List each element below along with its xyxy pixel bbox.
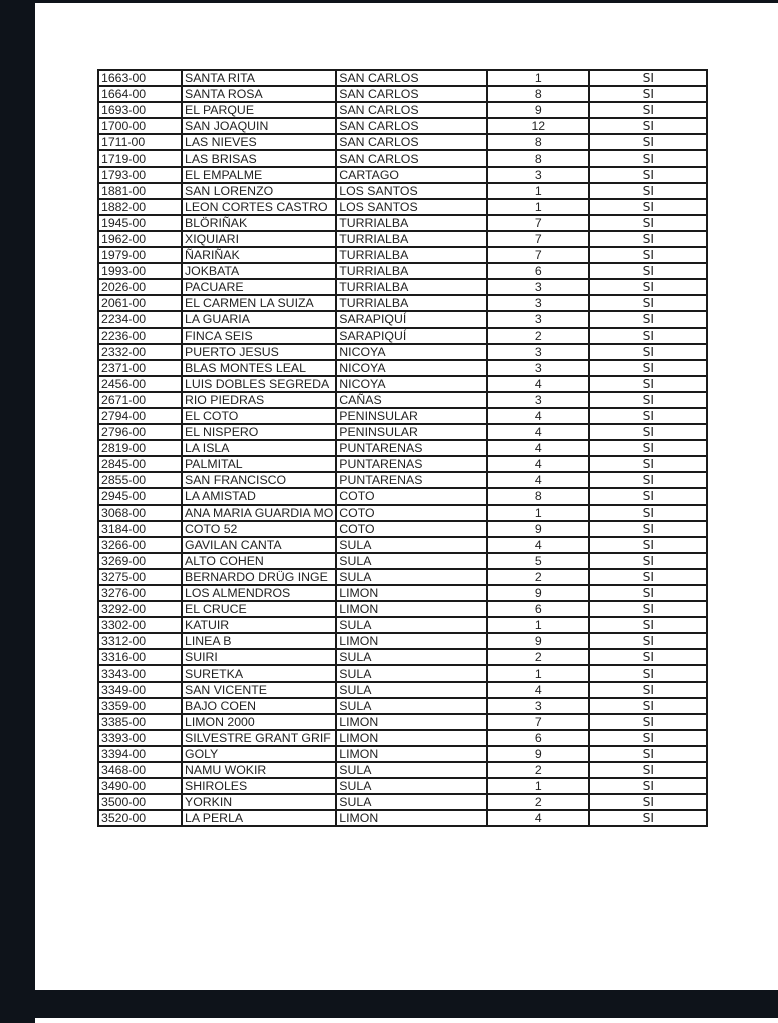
cell-count: 7 (487, 247, 589, 263)
cell-flag: SI (589, 472, 707, 488)
cell-flag: SI (589, 649, 707, 665)
cell-name: ÑARIÑAK (182, 247, 336, 263)
cell-name: LUIS DOBLES SEGREDA (182, 376, 336, 392)
cell-count: 9 (487, 746, 589, 762)
cell-flag: SI (589, 360, 707, 376)
cell-code: 2236-00 (98, 328, 182, 344)
cell-flag: SI (589, 601, 707, 617)
cell-name: LAS NIEVES (182, 134, 336, 150)
table-row (98, 730, 707, 746)
cell-flag: SI (589, 215, 707, 231)
cell-count: 4 (487, 376, 589, 392)
cell-flag: SI (589, 456, 707, 472)
cell-name: PALMITAL (182, 456, 336, 472)
cell-code: 3316-00 (98, 649, 182, 665)
table-row (98, 247, 707, 263)
cell-flag: SI (589, 762, 707, 778)
cell-count: 7 (487, 714, 589, 730)
cell-count: 4 (487, 682, 589, 698)
cell-region: SULA (336, 778, 487, 794)
cell-flag: SI (589, 263, 707, 279)
cell-region: PUNTARENAS (336, 472, 487, 488)
cell-region: LIMON (336, 810, 487, 826)
table-body (98, 70, 707, 826)
cell-flag: SI (589, 183, 707, 199)
cell-region: SARAPIQUÍ (336, 328, 487, 344)
table-row (98, 360, 707, 376)
cell-count: 4 (487, 472, 589, 488)
cell-flag: SI (589, 585, 707, 601)
cell-region: SAN CARLOS (336, 86, 487, 102)
cell-count: 9 (487, 102, 589, 118)
cell-region: PUNTARENAS (336, 440, 487, 456)
cell-region: TURRIALBA (336, 247, 487, 263)
cell-name: COTO 52 (182, 521, 336, 537)
cell-code: 2945-00 (98, 488, 182, 504)
cell-name: LA PERLA (182, 810, 336, 826)
cell-region: TURRIALBA (336, 231, 487, 247)
cell-code: 1793-00 (98, 167, 182, 183)
table-row (98, 408, 707, 424)
cell-flag: SI (589, 730, 707, 746)
cell-name: LA AMISTAD (182, 488, 336, 504)
cell-count: 1 (487, 505, 589, 521)
cell-name: SURETKA (182, 665, 336, 681)
cell-name: SILVESTRE GRANT GRIF (182, 730, 336, 746)
cell-count: 1 (487, 778, 589, 794)
cell-flag: SI (589, 746, 707, 762)
cell-code: 3302-00 (98, 617, 182, 633)
cell-count: 3 (487, 279, 589, 295)
cell-code: 3292-00 (98, 601, 182, 617)
cell-flag: SI (589, 537, 707, 553)
cell-count: 6 (487, 263, 589, 279)
cell-code: 2845-00 (98, 456, 182, 472)
cell-region: LIMON (336, 601, 487, 617)
table-row (98, 167, 707, 183)
table-row (98, 794, 707, 810)
cell-region: LIMON (336, 585, 487, 601)
cell-code: 1962-00 (98, 231, 182, 247)
cell-region: SULA (336, 682, 487, 698)
cell-flag: SI (589, 279, 707, 295)
table-row (98, 392, 707, 408)
cell-count: 9 (487, 633, 589, 649)
cell-count: 6 (487, 601, 589, 617)
cell-name: LA GUARIA (182, 311, 336, 327)
table-row (98, 778, 707, 794)
cell-name: LAS BRISAS (182, 150, 336, 166)
cell-region: COTO (336, 488, 487, 504)
cell-code: 3068-00 (98, 505, 182, 521)
cell-count: 2 (487, 569, 589, 585)
cell-flag: SI (589, 102, 707, 118)
cell-name: SUIRI (182, 649, 336, 665)
cell-flag: SI (589, 199, 707, 215)
cell-code: 2794-00 (98, 408, 182, 424)
cell-code: 3490-00 (98, 778, 182, 794)
table-row (98, 86, 707, 102)
cell-flag: SI (589, 810, 707, 826)
cell-flag: SI (589, 521, 707, 537)
table-row (98, 665, 707, 681)
cell-region: TURRIALBA (336, 215, 487, 231)
cell-code: 1700-00 (98, 118, 182, 134)
cell-region: SULA (336, 762, 487, 778)
cell-name: LEON CORTES CASTRO (182, 199, 336, 215)
table-row (98, 553, 707, 569)
cell-region: PUNTARENAS (336, 456, 487, 472)
cell-region: SULA (336, 569, 487, 585)
cell-code: 3520-00 (98, 810, 182, 826)
cell-count: 4 (487, 537, 589, 553)
cell-name: YORKIN (182, 794, 336, 810)
table-row (98, 472, 707, 488)
cell-count: 9 (487, 521, 589, 537)
cell-name: PACUARE (182, 279, 336, 295)
cell-name: BLAS MONTES LEAL (182, 360, 336, 376)
cell-code: 1882-00 (98, 199, 182, 215)
table-row (98, 424, 707, 440)
cell-region: SAN CARLOS (336, 118, 487, 134)
cell-name: LOS ALMENDROS (182, 585, 336, 601)
cell-region: SULA (336, 698, 487, 714)
cell-code: 3276-00 (98, 585, 182, 601)
cell-flag: SI (589, 376, 707, 392)
cell-region: SARAPIQUÍ (336, 311, 487, 327)
cell-code: 1664-00 (98, 86, 182, 102)
cell-region: SAN CARLOS (336, 134, 487, 150)
cell-code: 3269-00 (98, 553, 182, 569)
cell-name: SAN JOAQUIN (182, 118, 336, 134)
cell-count: 7 (487, 215, 589, 231)
cell-count: 3 (487, 311, 589, 327)
cell-flag: SI (589, 553, 707, 569)
cell-region: SULA (336, 553, 487, 569)
table-row (98, 682, 707, 698)
cell-flag: SI (589, 698, 707, 714)
cell-name: XIQUIARI (182, 231, 336, 247)
cell-name: ALTO COHEN (182, 553, 336, 569)
table-row (98, 505, 707, 521)
cell-region: LOS SANTOS (336, 183, 487, 199)
table-row (98, 698, 707, 714)
table-row (98, 633, 707, 649)
cell-region: SULA (336, 649, 487, 665)
cell-code: 1719-00 (98, 150, 182, 166)
table-row (98, 585, 707, 601)
table-row (98, 118, 707, 134)
cell-region: TURRIALBA (336, 263, 487, 279)
cell-name: NAMU WOKIR (182, 762, 336, 778)
cell-code: 2234-00 (98, 311, 182, 327)
cell-count: 3 (487, 360, 589, 376)
cell-region: COTO (336, 505, 487, 521)
cell-name: BERNARDO DRÜG INGE (182, 569, 336, 585)
cell-region: NICOYA (336, 376, 487, 392)
cell-code: 2855-00 (98, 472, 182, 488)
cell-name: LIMON 2000 (182, 714, 336, 730)
cell-count: 8 (487, 134, 589, 150)
table-row (98, 488, 707, 504)
cell-count: 4 (487, 810, 589, 826)
cell-flag: SI (589, 778, 707, 794)
cell-code: 1979-00 (98, 247, 182, 263)
cell-flag: SI (589, 617, 707, 633)
cell-count: 5 (487, 553, 589, 569)
table-row (98, 746, 707, 762)
cell-name: SANTA RITA (182, 70, 336, 86)
cell-region: SULA (336, 794, 487, 810)
cell-name: SANTA ROSA (182, 86, 336, 102)
cell-count: 4 (487, 408, 589, 424)
cell-code: 3349-00 (98, 682, 182, 698)
cell-code: 2819-00 (98, 440, 182, 456)
table-row (98, 134, 707, 150)
cell-count: 7 (487, 231, 589, 247)
cell-name: EL PARQUE (182, 102, 336, 118)
data-table (97, 69, 708, 827)
document-page (35, 3, 778, 990)
cell-code: 3343-00 (98, 665, 182, 681)
cell-name: BLÖRIÑAK (182, 215, 336, 231)
cell-code: 3468-00 (98, 762, 182, 778)
table-row (98, 279, 707, 295)
cell-flag: SI (589, 311, 707, 327)
cell-region: PENINSULAR (336, 408, 487, 424)
cell-code: 2371-00 (98, 360, 182, 376)
cell-count: 4 (487, 424, 589, 440)
cell-flag: SI (589, 714, 707, 730)
table-row (98, 601, 707, 617)
cell-code: 1693-00 (98, 102, 182, 118)
cell-flag: SI (589, 247, 707, 263)
cell-region: SAN CARLOS (336, 70, 487, 86)
cell-flag: SI (589, 344, 707, 360)
cell-region: TURRIALBA (336, 279, 487, 295)
cell-flag: SI (589, 505, 707, 521)
cell-code: 3393-00 (98, 730, 182, 746)
next-page-edge (35, 1018, 778, 1023)
cell-code: 3385-00 (98, 714, 182, 730)
cell-region: CAÑAS (336, 392, 487, 408)
cell-region: SULA (336, 617, 487, 633)
cell-flag: SI (589, 682, 707, 698)
cell-name: SHIROLES (182, 778, 336, 794)
table-row (98, 263, 707, 279)
table-row (98, 440, 707, 456)
cell-name: FINCA SEIS (182, 328, 336, 344)
cell-code: 1663-00 (98, 70, 182, 86)
cell-region: LOS SANTOS (336, 199, 487, 215)
cell-name: SAN VICENTE (182, 682, 336, 698)
cell-region: SULA (336, 537, 487, 553)
cell-name: EL EMPALME (182, 167, 336, 183)
cell-flag: SI (589, 134, 707, 150)
cell-count: 1 (487, 199, 589, 215)
cell-code: 2456-00 (98, 376, 182, 392)
cell-count: 3 (487, 392, 589, 408)
cell-flag: SI (589, 328, 707, 344)
table-row (98, 328, 707, 344)
cell-name: LINEA B (182, 633, 336, 649)
cell-flag: SI (589, 633, 707, 649)
table-row (98, 102, 707, 118)
cell-code: 3266-00 (98, 537, 182, 553)
cell-count: 2 (487, 649, 589, 665)
cell-region: NICOYA (336, 344, 487, 360)
table-row (98, 376, 707, 392)
cell-region: SULA (336, 665, 487, 681)
cell-count: 1 (487, 183, 589, 199)
cell-count: 3 (487, 344, 589, 360)
table-row (98, 344, 707, 360)
cell-flag: SI (589, 408, 707, 424)
cell-code: 1711-00 (98, 134, 182, 150)
cell-name: EL CARMEN LA SUIZA (182, 295, 336, 311)
table-row (98, 810, 707, 826)
table-row (98, 569, 707, 585)
cell-count: 2 (487, 794, 589, 810)
cell-name: EL NISPERO (182, 424, 336, 440)
cell-code: 3359-00 (98, 698, 182, 714)
cell-code: 2796-00 (98, 424, 182, 440)
table-row (98, 762, 707, 778)
cell-region: TURRIALBA (336, 295, 487, 311)
cell-name: ANA MARIA GUARDIA MO (182, 505, 336, 521)
cell-flag: SI (589, 665, 707, 681)
cell-count: 1 (487, 70, 589, 86)
table-row (98, 537, 707, 553)
table-row (98, 649, 707, 665)
cell-name: EL CRUCE (182, 601, 336, 617)
cell-code: 1945-00 (98, 215, 182, 231)
cell-region: LIMON (336, 746, 487, 762)
cell-flag: SI (589, 392, 707, 408)
cell-name: KATUIR (182, 617, 336, 633)
cell-count: 6 (487, 730, 589, 746)
cell-flag: SI (589, 440, 707, 456)
cell-code: 3312-00 (98, 633, 182, 649)
cell-name: GAVILAN CANTA (182, 537, 336, 553)
cell-flag: SI (589, 569, 707, 585)
cell-flag: SI (589, 86, 707, 102)
cell-region: LIMON (336, 633, 487, 649)
cell-count: 3 (487, 698, 589, 714)
cell-name: EL COTO (182, 408, 336, 424)
cell-flag: SI (589, 488, 707, 504)
cell-count: 12 (487, 118, 589, 134)
cell-flag: SI (589, 150, 707, 166)
cell-count: 4 (487, 440, 589, 456)
cell-region: COTO (336, 521, 487, 537)
cell-flag: SI (589, 118, 707, 134)
cell-count: 1 (487, 617, 589, 633)
cell-flag: SI (589, 231, 707, 247)
cell-code: 2061-00 (98, 295, 182, 311)
cell-region: NICOYA (336, 360, 487, 376)
cell-region: CARTAGO (336, 167, 487, 183)
cell-name: GOLY (182, 746, 336, 762)
cell-name: LA ISLA (182, 440, 336, 456)
table-row (98, 199, 707, 215)
cell-count: 8 (487, 488, 589, 504)
table-row (98, 714, 707, 730)
cell-count: 3 (487, 295, 589, 311)
cell-region: LIMON (336, 714, 487, 730)
table-row (98, 295, 707, 311)
cell-code: 2332-00 (98, 344, 182, 360)
cell-code: 2671-00 (98, 392, 182, 408)
cell-code: 1881-00 (98, 183, 182, 199)
cell-count: 4 (487, 456, 589, 472)
cell-flag: SI (589, 167, 707, 183)
cell-name: PUERTO JESUS (182, 344, 336, 360)
cell-region: SAN CARLOS (336, 150, 487, 166)
table-row (98, 521, 707, 537)
cell-region: SAN CARLOS (336, 102, 487, 118)
table-row (98, 215, 707, 231)
cell-code: 3394-00 (98, 746, 182, 762)
table-row (98, 231, 707, 247)
cell-code: 2026-00 (98, 279, 182, 295)
table-row (98, 70, 707, 86)
cell-name: JOKBATA (182, 263, 336, 279)
cell-code: 3275-00 (98, 569, 182, 585)
cell-count: 2 (487, 328, 589, 344)
cell-flag: SI (589, 295, 707, 311)
cell-code: 3500-00 (98, 794, 182, 810)
cell-region: PENINSULAR (336, 424, 487, 440)
cell-count: 8 (487, 150, 589, 166)
cell-code: 1993-00 (98, 263, 182, 279)
table-row (98, 617, 707, 633)
cell-flag: SI (589, 70, 707, 86)
cell-count: 2 (487, 762, 589, 778)
cell-region: LIMON (336, 730, 487, 746)
cell-code: 3184-00 (98, 521, 182, 537)
cell-count: 8 (487, 86, 589, 102)
table-row (98, 311, 707, 327)
cell-flag: SI (589, 794, 707, 810)
cell-count: 3 (487, 167, 589, 183)
cell-name: BAJO COEN (182, 698, 336, 714)
table-row (98, 456, 707, 472)
cell-name: SAN LORENZO (182, 183, 336, 199)
cell-count: 1 (487, 665, 589, 681)
cell-flag: SI (589, 424, 707, 440)
cell-name: SAN FRANCISCO (182, 472, 336, 488)
table-row (98, 150, 707, 166)
table-row (98, 183, 707, 199)
cell-name: RIO PIEDRAS (182, 392, 336, 408)
cell-count: 9 (487, 585, 589, 601)
